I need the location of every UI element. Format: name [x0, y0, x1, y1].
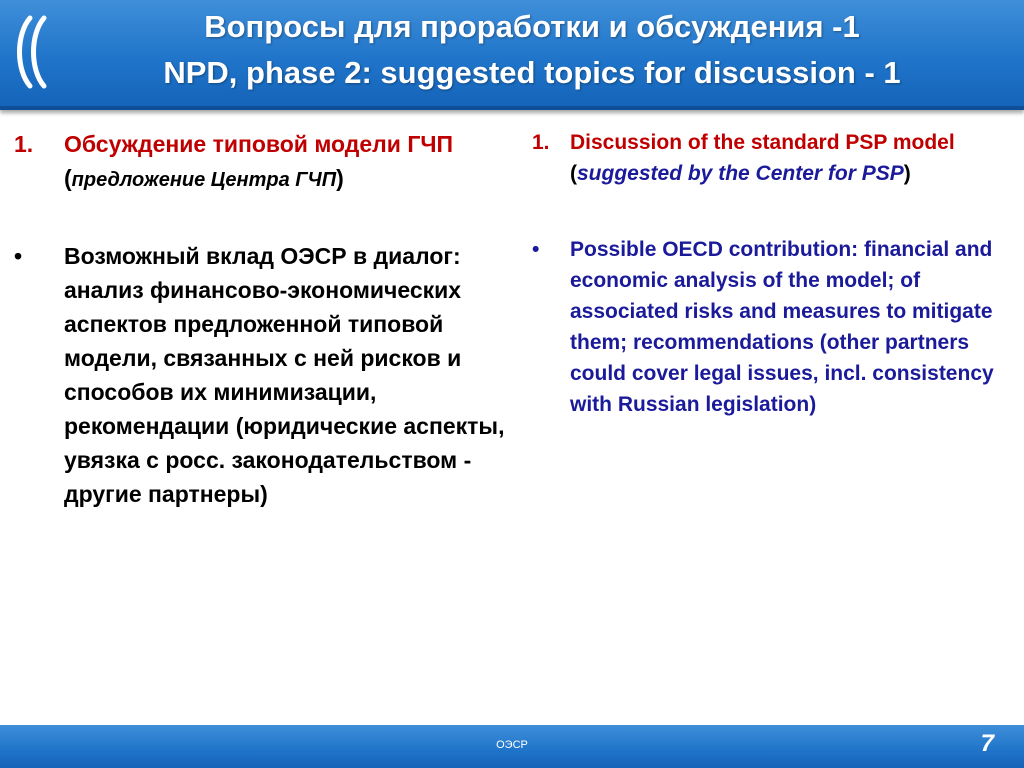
list-item: [14, 239, 524, 511]
item-number: 1.: [14, 131, 34, 157]
paren-close: ): [903, 162, 911, 185]
slide-title-line-2: NPD, phase 2: suggested topics for discussion - 1: [163, 55, 901, 90]
footer-bar: [0, 725, 1024, 768]
item-text: [570, 127, 1004, 189]
topic-source: suggested by the Center for PSP: [577, 162, 904, 185]
page-number: 7: [980, 730, 994, 757]
paren-open: (: [64, 165, 72, 191]
item-text: [64, 127, 524, 197]
slide-title: [50, 4, 1014, 96]
bullet-icon: •: [14, 243, 23, 269]
header-bar: [0, 0, 1024, 110]
paren-close: ): [336, 165, 344, 191]
oecd-logo-icon: [8, 12, 54, 92]
slide-title-line-1: Вопросы для проработки и обсуждения -1: [204, 9, 860, 44]
topic-heading: Discussion of the standard PSP model: [570, 131, 955, 154]
bullet-icon: •: [532, 238, 540, 261]
footer-label: ОЭСР: [496, 739, 528, 751]
list-item: [532, 234, 1004, 420]
topic-source: предложение Центра ГЧП: [71, 169, 337, 191]
paren-open: (: [570, 162, 577, 185]
bullet-text: Possible OECD contribution: financial and economic analysis of the model; of associated risks and measures to mitigate them; recommendations (other partners could cover legal issues, incl. consistency with Russian legislation): [570, 238, 994, 416]
bullet-text: Возможный вклад ОЭСР в диалог: анализ финансово-экономических аспектов предложенной типовой модели, связанных с ней рисков и способов их минимизации, рекомендации (юридические аспекты, увязка с росс. законодательством - другие партнеры): [64, 243, 505, 507]
item-number: 1.: [532, 131, 550, 154]
russian-column: [14, 127, 524, 511]
topic-heading: Обсуждение типовой модели ГЧП: [64, 131, 454, 157]
list-item: [14, 127, 524, 197]
list-item: [532, 127, 1004, 189]
english-column: [532, 127, 1004, 420]
